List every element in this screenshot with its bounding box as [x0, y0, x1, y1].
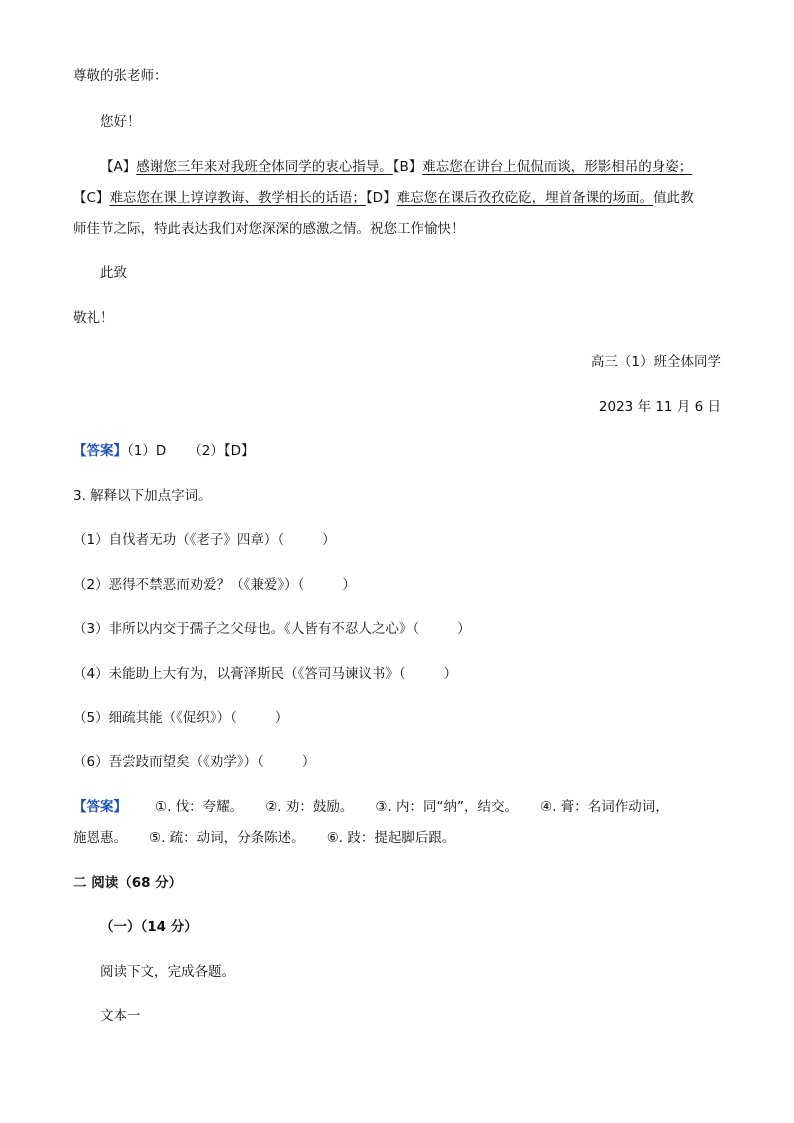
- question-3-item-4: [73, 664, 457, 684]
- tag-d: 【D】: [365, 190, 397, 206]
- item-close: ）: [457, 621, 471, 637]
- answer-3-item-4: ④. 膏：名词作动词，: [540, 799, 669, 815]
- answer-3-item-4-cont: 施恩惠。: [73, 830, 127, 846]
- answer-3-item-3: ③. 内：同“纳”，结交。: [375, 799, 519, 815]
- question-3-item-2: [73, 575, 356, 595]
- answer-3-line-2: [73, 828, 455, 848]
- item-close: ）: [322, 532, 336, 548]
- tag-b: 【B】: [392, 159, 423, 175]
- answer-3-item-1: ①. 伐：夸耀。: [155, 799, 244, 815]
- question-3-item-1: [73, 530, 336, 550]
- item-close: ）: [443, 666, 458, 682]
- answer-3-item-5: ⑤. 疏：动词，分条陈述。: [149, 830, 305, 846]
- answer-3-line-1: [73, 797, 669, 817]
- question-3-item-6: [73, 752, 315, 772]
- question-3-prompt: 3. 解释以下加点字词。: [73, 488, 212, 504]
- item-text: （1）自伐者无功（《老子》四章）（: [73, 532, 285, 548]
- answer-1-part-1: （1）D: [127, 443, 167, 459]
- item-close: ）: [274, 710, 289, 726]
- tag-a: 【A】: [100, 159, 137, 175]
- answer-1: [73, 441, 254, 461]
- letter-salutation: 尊敬的张老师：: [73, 68, 168, 84]
- answer-label: 【答案】: [73, 443, 127, 459]
- question-3-item-3: [73, 619, 471, 639]
- letter-body-line-1: [100, 157, 692, 177]
- letter-body-line-2: [73, 188, 694, 208]
- section-2-instruction: 阅读下文，完成各题。: [100, 964, 235, 980]
- letter-closing-2: 敬礼！: [73, 310, 114, 326]
- item-text: （4）未能助上大有为，以膏泽斯民（《答司马谏议书》（: [73, 666, 406, 682]
- section-2-subheading: （一）（14 分）: [100, 919, 198, 935]
- item-text: （5）细疏其能（《促织》）（: [73, 710, 237, 726]
- tag-c: 【C】: [73, 190, 110, 206]
- letter-signature: 高三（1）班全体同学: [590, 354, 721, 370]
- item-close: ）: [342, 577, 356, 593]
- section-2-text-label: 文本一: [100, 1008, 141, 1024]
- letter-greeting: 您好！: [100, 114, 141, 130]
- item-close: ）: [301, 754, 316, 770]
- item-text: （3）非所以内交于孺子之父母也。《人皆有不忍人之心》（: [73, 621, 420, 637]
- section-2-heading: 二 阅读（68 分）: [73, 875, 183, 891]
- sentence-b: 难忘您在讲台上侃侃而谈，形影相吊的身姿；: [422, 159, 693, 175]
- item-text: （2）恶得不禁恶而劝爱？（《兼爱》）（: [73, 577, 305, 593]
- sentence-d: 难忘您在课后孜孜矻矻，埋首备课的场面。: [396, 190, 654, 206]
- letter-date: 2023 年 11 月 6 日: [598, 399, 721, 415]
- sentence-c: 难忘您在课上谆谆教诲、教学相长的话语；: [109, 190, 366, 206]
- letter-body-line-3: 师佳节之际，特此表达我们对您深深的感激之情。祝您工作愉快！: [73, 221, 465, 237]
- answer-3-item-2: ②. 劝：鼓励。: [265, 799, 354, 815]
- answer-1-part-2: （2）【D】: [188, 443, 255, 459]
- letter-closing-1: 此致: [100, 265, 127, 281]
- answer-3-item-6: ⑥. 跂：提起脚后跟。: [326, 830, 456, 846]
- question-3-item-5: [73, 708, 288, 728]
- line-2-tail: 值此教: [653, 190, 694, 206]
- item-text: （6）吾尝跂而望矣（《劝学》）（: [73, 754, 264, 770]
- sentence-a: 感谢您三年来对我班全体同学的衷心指导。: [136, 159, 393, 175]
- answer-label: 【答案】: [73, 799, 127, 815]
